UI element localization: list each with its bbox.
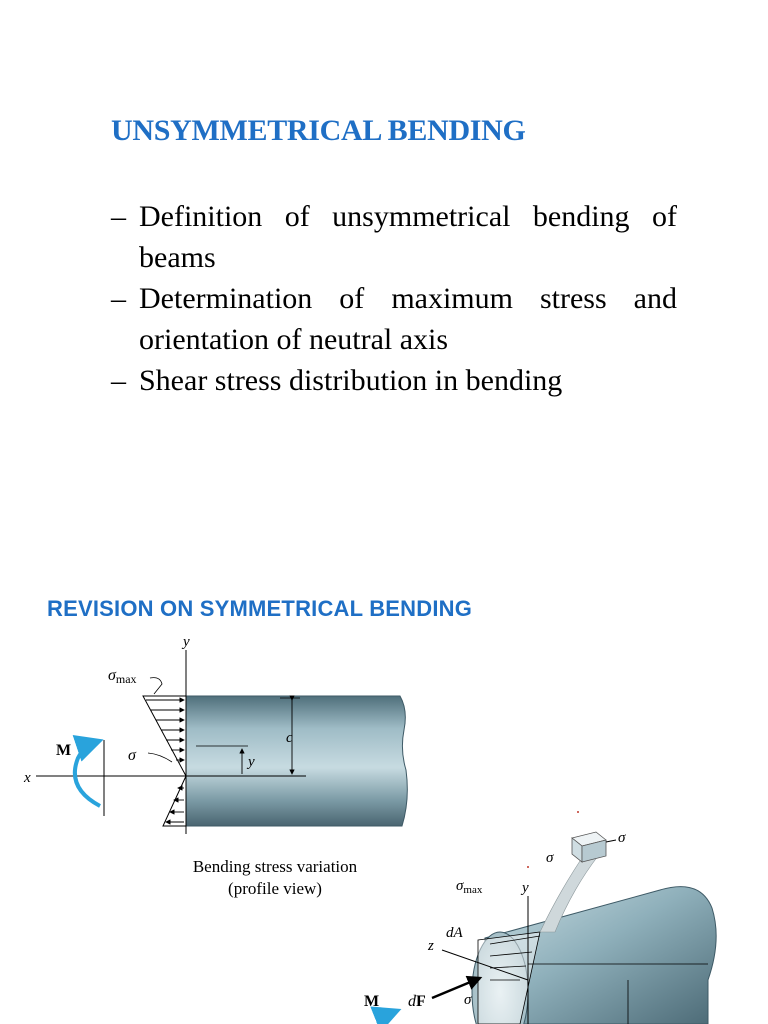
sigma-max-leader <box>150 678 162 694</box>
stress-distribution-top <box>143 696 186 776</box>
bullet-dash: – <box>111 282 126 315</box>
label-x-axis: x <box>24 770 31 786</box>
caption-line-2: (profile view) <box>228 879 322 898</box>
bullet-item <box>111 278 677 360</box>
label-y-dimension: y <box>248 754 255 770</box>
bullet-text: Definition of unsymmetrical bending of beams <box>139 200 677 274</box>
stress-distribution-bottom <box>163 776 186 826</box>
bullet-text: Determination of maximum stress and orientation of neutral axis <box>139 282 677 356</box>
bullet-dash: – <box>111 200 126 233</box>
slide-title: UNSYMMETRICAL BENDING <box>111 114 526 147</box>
label-y-axis: y <box>183 634 190 650</box>
beam-body <box>186 696 407 826</box>
slide-title: REVISION ON SYMMETRICAL BENDING <box>47 596 473 621</box>
red-dot <box>527 866 529 868</box>
moment-arrow-3d <box>378 1012 394 1024</box>
label-y-3d: y <box>522 880 529 896</box>
bullet-item <box>111 360 677 401</box>
label-dF: dF <box>408 993 426 1010</box>
stress-element-cube <box>572 832 606 862</box>
bending-profile-figure <box>0 560 768 1024</box>
sigma-leader <box>148 753 172 762</box>
slide-symmetrical-bending-revision <box>0 560 768 1024</box>
bullet-dash: – <box>111 364 126 397</box>
label-sigma-max: σmax <box>108 667 137 686</box>
cube-stress-arrow <box>606 840 616 842</box>
label-sigma-max: $\sigma_{max}$ <box>456 878 483 896</box>
label-sigma-bottom: σ <box>464 992 472 1008</box>
figure-caption <box>150 856 400 900</box>
label-c: c <box>286 730 293 746</box>
label-dA: dA <box>446 925 463 941</box>
bending-3d-figure <box>364 811 716 1024</box>
label-sigma: σ <box>128 747 136 764</box>
label-sigma-left: σ <box>546 850 554 866</box>
caption-line-1: Bending stress variation <box>192 857 358 876</box>
label-z: z <box>428 938 434 954</box>
label-moment-3d: M <box>364 993 380 1010</box>
moment-arrow <box>75 742 100 806</box>
red-dot <box>577 811 579 813</box>
bullet-text: Shear stress distribution in bending <box>139 364 563 397</box>
label-sigma-top: σ <box>618 830 626 846</box>
bullet-list <box>111 196 677 401</box>
label-moment: M <box>56 742 72 759</box>
bullet-item <box>111 196 677 278</box>
